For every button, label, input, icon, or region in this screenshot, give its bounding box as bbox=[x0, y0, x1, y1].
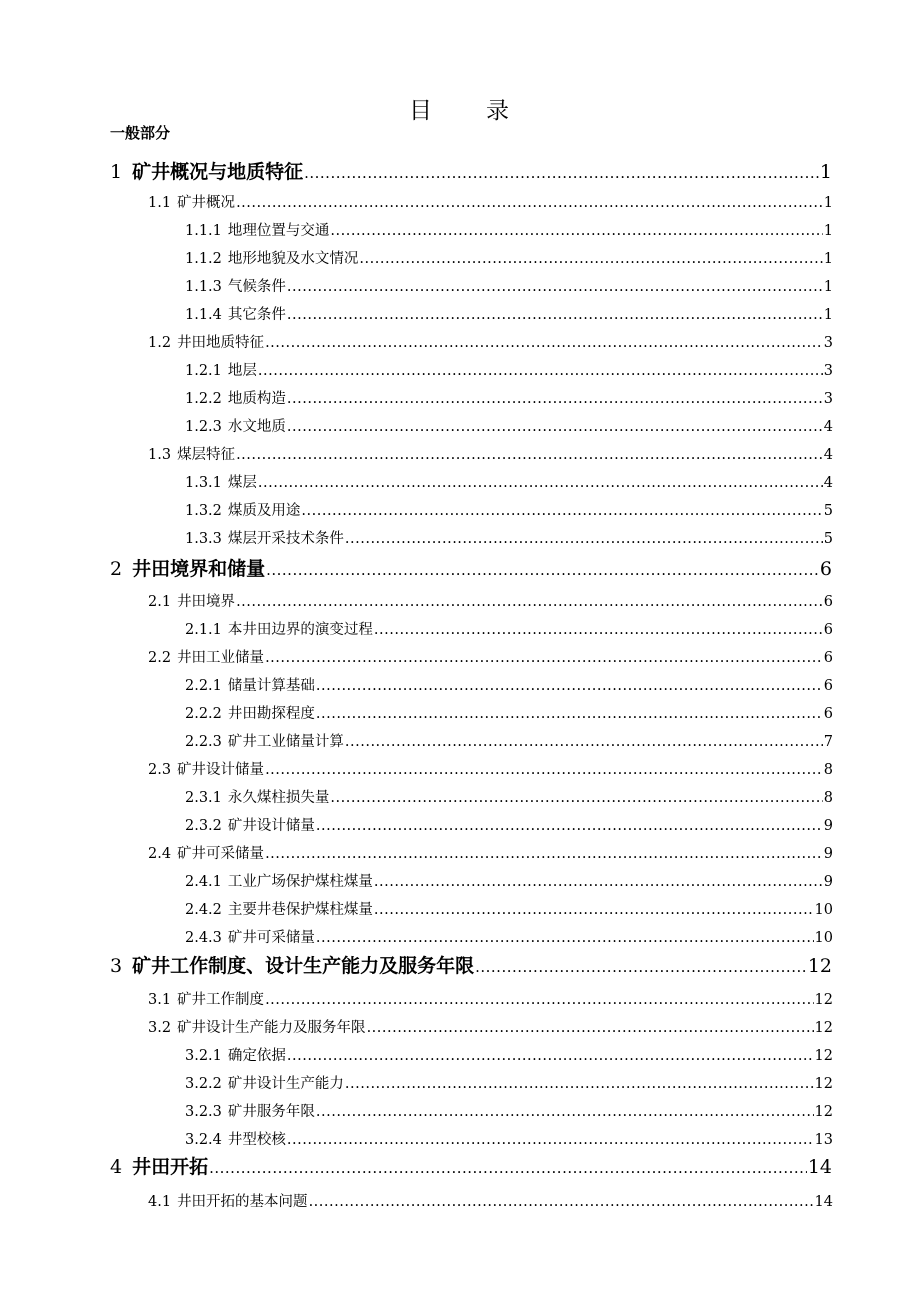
toc-entry-number: 2.4.3 bbox=[185, 930, 222, 946]
toc-entry-number: 2 bbox=[110, 558, 123, 580]
toc-entry-number: 2.1 bbox=[148, 594, 172, 610]
toc-entry-number: 2.3.1 bbox=[185, 790, 222, 806]
toc-entry[interactable] bbox=[185, 527, 833, 548]
toc-entry-number: 1.3.3 bbox=[185, 531, 222, 547]
toc-entry-number: 1.1.1 bbox=[185, 223, 222, 239]
toc-leader-dots bbox=[265, 650, 823, 666]
toc-entry-title: 矿井设计生产能力 bbox=[227, 1076, 344, 1092]
toc-entry[interactable] bbox=[185, 786, 833, 807]
toc-leader-dots bbox=[265, 335, 823, 351]
toc-entry-title: 矿井概况与地质特征 bbox=[132, 161, 304, 183]
toc-entry-page: 7 bbox=[823, 734, 833, 750]
toc-entry-page: 6 bbox=[823, 622, 833, 638]
toc-entry[interactable] bbox=[185, 814, 833, 835]
toc-entry-page: 6 bbox=[823, 594, 833, 610]
toc-leader-dots bbox=[304, 164, 819, 182]
toc-entry-number: 2.2.2 bbox=[185, 706, 222, 722]
toc-entry-number: 2.2.1 bbox=[185, 678, 222, 694]
toc-entry[interactable] bbox=[185, 415, 833, 436]
toc-entry-number: 3.2 bbox=[148, 1020, 172, 1036]
toc-entry-number: 3.2.3 bbox=[185, 1104, 222, 1120]
toc-entry-page: 8 bbox=[823, 790, 833, 806]
toc-entry[interactable] bbox=[110, 1152, 832, 1179]
toc-entry-title: 矿井设计储量 bbox=[177, 762, 265, 778]
toc-entry-title: 地形地貌及水文情况 bbox=[227, 251, 359, 267]
toc-entry[interactable] bbox=[185, 219, 833, 240]
toc-leader-dots bbox=[316, 930, 814, 946]
toc-entry-number: 3.2.1 bbox=[185, 1048, 222, 1064]
toc-entry-page: 6 bbox=[823, 678, 833, 694]
page-title bbox=[0, 92, 920, 125]
toc-leader-dots bbox=[265, 992, 813, 1008]
toc-entry-page: 10 bbox=[814, 930, 833, 946]
toc-leader-dots bbox=[265, 762, 823, 778]
toc-leader-dots bbox=[330, 790, 822, 806]
toc-leader-dots bbox=[258, 475, 823, 491]
toc-entry-page: 12 bbox=[814, 1076, 833, 1092]
toc-entry-number: 2.2.3 bbox=[185, 734, 222, 750]
title-char-left: 目 bbox=[409, 98, 434, 124]
toc-entry-page: 14 bbox=[814, 1194, 833, 1210]
toc-entry-number: 2.4.2 bbox=[185, 902, 222, 918]
toc-leader-dots bbox=[316, 818, 823, 834]
toc-entry-title: 井田地质特征 bbox=[177, 335, 265, 351]
toc-entry[interactable] bbox=[148, 1016, 833, 1037]
toc-entry-number: 3.2.2 bbox=[185, 1076, 222, 1092]
toc-entry-title: 储量计算基础 bbox=[227, 678, 315, 694]
toc-entry[interactable] bbox=[185, 1044, 833, 1065]
toc-entry-number: 4 bbox=[110, 1156, 123, 1178]
toc-entry-page: 14 bbox=[807, 1156, 832, 1178]
toc-entry-number: 1.2.2 bbox=[185, 391, 222, 407]
toc-entry-page: 4 bbox=[823, 419, 833, 435]
toc-entry-number: 2.4 bbox=[148, 846, 172, 862]
toc-leader-dots bbox=[209, 1159, 807, 1177]
toc-entry[interactable] bbox=[185, 702, 833, 723]
toc-entry-number: 1.1.4 bbox=[185, 307, 222, 323]
toc-entry-number: 1.2 bbox=[148, 335, 172, 351]
toc-leader-dots bbox=[345, 734, 823, 750]
toc-entry-number: 1.1 bbox=[148, 195, 172, 211]
toc-entry-page: 12 bbox=[814, 1048, 833, 1064]
toc-leader-dots bbox=[287, 391, 823, 407]
toc-entry-title: 矿井设计生产能力及服务年限 bbox=[177, 1020, 366, 1036]
toc-entry-title: 井田境界 bbox=[177, 594, 236, 610]
toc-leader-dots bbox=[374, 902, 814, 918]
toc-entry-page: 4 bbox=[823, 447, 833, 463]
toc-entry[interactable] bbox=[185, 870, 833, 891]
toc-entry-page: 13 bbox=[814, 1132, 833, 1148]
toc-leader-dots bbox=[367, 1020, 814, 1036]
toc-entry-number: 4.1 bbox=[148, 1194, 172, 1210]
toc-entry-page: 9 bbox=[823, 818, 833, 834]
toc-leader-dots bbox=[301, 503, 822, 519]
toc-entry-page: 6 bbox=[823, 650, 833, 666]
toc-entry-page: 1 bbox=[819, 161, 832, 183]
toc-entry-number: 1.3.1 bbox=[185, 475, 222, 491]
toc-entry-page: 1 bbox=[823, 223, 833, 239]
toc-entry-page: 6 bbox=[823, 706, 833, 722]
toc-entry-number: 3 bbox=[110, 955, 123, 977]
toc-entry[interactable] bbox=[110, 554, 832, 581]
toc-leader-dots bbox=[345, 1076, 814, 1092]
toc-entry-number: 1.2.3 bbox=[185, 419, 222, 435]
toc-entry-title: 井田境界和储量 bbox=[132, 558, 266, 580]
toc-entry-title: 地质构造 bbox=[227, 391, 286, 407]
toc-entry-number: 2.4.1 bbox=[185, 874, 222, 890]
toc-entry-title: 矿井概况 bbox=[177, 195, 236, 211]
toc-entry-title: 气候条件 bbox=[227, 279, 286, 295]
toc-entry-page: 8 bbox=[823, 762, 833, 778]
toc-entry-number: 1.1.3 bbox=[185, 279, 222, 295]
toc-entry-number: 1.3 bbox=[148, 447, 172, 463]
toc-entry-page: 1 bbox=[823, 307, 833, 323]
toc-entry-number: 3.1 bbox=[148, 992, 172, 1008]
toc-leader-dots bbox=[287, 419, 823, 435]
toc-entry-page: 1 bbox=[823, 251, 833, 267]
toc-entry[interactable] bbox=[148, 443, 833, 464]
toc-entry-title: 井田勘探程度 bbox=[227, 706, 315, 722]
toc-entry-number: 2.2 bbox=[148, 650, 172, 666]
toc-leader-dots bbox=[374, 622, 823, 638]
toc-entry[interactable] bbox=[148, 758, 833, 779]
toc-leader-dots bbox=[265, 846, 823, 862]
toc-entry-number: 1.3.2 bbox=[185, 503, 222, 519]
toc-entry[interactable] bbox=[148, 590, 833, 611]
toc-entry-page: 1 bbox=[823, 279, 833, 295]
toc-entry-number: 1 bbox=[110, 161, 123, 183]
toc-entry-title: 煤层开采技术条件 bbox=[227, 531, 344, 547]
toc-entry-number: 2.3 bbox=[148, 762, 172, 778]
toc-entry-page: 10 bbox=[814, 902, 833, 918]
toc-entry[interactable] bbox=[110, 951, 832, 978]
toc-entry-title: 矿井工作制度 bbox=[177, 992, 265, 1008]
toc-entry-title: 矿井可采储量 bbox=[177, 846, 265, 862]
toc-entry[interactable] bbox=[185, 730, 833, 751]
toc-entry-title: 工业广场保护煤柱煤量 bbox=[227, 874, 373, 890]
toc-entry[interactable] bbox=[148, 646, 833, 667]
toc-entry[interactable] bbox=[185, 674, 833, 695]
toc-entry-number: 3.2.4 bbox=[185, 1132, 222, 1148]
toc-entry-title: 井田开拓 bbox=[132, 1156, 209, 1178]
toc-entry-title: 地层 bbox=[227, 363, 257, 379]
toc-leader-dots bbox=[359, 251, 822, 267]
toc-entry-title: 本井田边界的演变过程 bbox=[227, 622, 373, 638]
toc-entry-number: 2.1.1 bbox=[185, 622, 222, 638]
toc-entry-number: 2.3.2 bbox=[185, 818, 222, 834]
toc-entry-page: 3 bbox=[823, 335, 833, 351]
toc-entry-title: 井型校核 bbox=[227, 1132, 286, 1148]
toc-entry-page: 3 bbox=[823, 391, 833, 407]
section-label: 一般部分 bbox=[110, 124, 171, 142]
toc-leader-dots bbox=[258, 363, 823, 379]
toc-entry[interactable] bbox=[185, 1128, 833, 1149]
toc-entry-page: 5 bbox=[823, 531, 833, 547]
toc-entry-page: 9 bbox=[823, 874, 833, 890]
toc-entry-number: 1.1.2 bbox=[185, 251, 222, 267]
toc-leader-dots bbox=[266, 561, 819, 579]
toc-entry-title: 地理位置与交通 bbox=[227, 223, 330, 239]
toc-entry[interactable] bbox=[110, 157, 832, 184]
toc-entry[interactable] bbox=[185, 387, 833, 408]
toc-entry-title: 井田开拓的基本问题 bbox=[177, 1194, 308, 1210]
toc-leader-dots bbox=[287, 307, 823, 323]
toc-entry[interactable] bbox=[185, 898, 833, 919]
toc-entry-page: 4 bbox=[823, 475, 833, 491]
toc-leader-dots bbox=[309, 1194, 814, 1210]
toc-leader-dots bbox=[287, 1132, 814, 1148]
toc-entry[interactable] bbox=[185, 303, 833, 324]
toc-leader-dots bbox=[330, 223, 822, 239]
toc-leader-dots bbox=[374, 874, 823, 890]
toc-entry-title: 永久煤柱损失量 bbox=[227, 790, 330, 806]
toc-entry-title: 矿井设计储量 bbox=[227, 818, 315, 834]
toc-entry-title: 确定依据 bbox=[227, 1048, 286, 1064]
toc-entry-title: 煤层特征 bbox=[177, 447, 236, 463]
toc-entry-page: 3 bbox=[823, 363, 833, 379]
toc-entry[interactable] bbox=[185, 247, 833, 268]
toc-leader-dots bbox=[287, 1048, 814, 1064]
toc-leader-dots bbox=[475, 958, 807, 976]
toc-entry[interactable] bbox=[148, 331, 833, 352]
toc-leader-dots bbox=[236, 195, 823, 211]
toc-leader-dots bbox=[236, 447, 823, 463]
toc-entry[interactable] bbox=[185, 275, 833, 296]
toc-entry-title: 矿井服务年限 bbox=[227, 1104, 315, 1120]
toc-entry[interactable] bbox=[148, 842, 833, 863]
toc-leader-dots bbox=[316, 1104, 814, 1120]
toc-leader-dots bbox=[287, 279, 823, 295]
toc-leader-dots bbox=[236, 594, 823, 610]
toc-leader-dots bbox=[316, 706, 823, 722]
toc-entry-number: 1.2.1 bbox=[185, 363, 222, 379]
toc-entry[interactable] bbox=[185, 471, 833, 492]
toc-entry-page: 1 bbox=[823, 195, 833, 211]
toc-entry[interactable] bbox=[185, 618, 833, 639]
toc-entry-title: 其它条件 bbox=[227, 307, 286, 323]
toc-entry-page: 12 bbox=[807, 955, 832, 977]
toc-entry-page: 12 bbox=[814, 992, 833, 1008]
toc-entry-title: 煤层 bbox=[227, 475, 257, 491]
toc-entry[interactable] bbox=[185, 1100, 833, 1121]
toc-leader-dots bbox=[345, 531, 823, 547]
toc-entry-page: 12 bbox=[814, 1020, 833, 1036]
toc-entry-page: 5 bbox=[823, 503, 833, 519]
toc-entry[interactable] bbox=[185, 359, 833, 380]
toc-entry[interactable] bbox=[148, 191, 833, 212]
toc-entry-title: 矿井工作制度、设计生产能力及服务年限 bbox=[132, 955, 475, 977]
toc-entry-page: 12 bbox=[814, 1104, 833, 1120]
toc-entry[interactable] bbox=[185, 499, 833, 520]
toc-entry-title: 矿井可采储量 bbox=[227, 930, 315, 946]
toc-leader-dots bbox=[316, 678, 823, 694]
toc-entry-title: 煤质及用途 bbox=[227, 503, 301, 519]
toc-entry-page: 6 bbox=[819, 558, 832, 580]
title-char-right: 录 bbox=[486, 98, 511, 124]
toc-entry-title: 井田工业储量 bbox=[177, 650, 265, 666]
toc-entry-title: 水文地质 bbox=[227, 419, 286, 435]
toc-entry-title: 主要井巷保护煤柱煤量 bbox=[227, 902, 373, 918]
toc-entry[interactable] bbox=[148, 988, 833, 1009]
toc-entry[interactable] bbox=[148, 1190, 833, 1211]
toc-entry-page: 9 bbox=[823, 846, 833, 862]
toc-entry[interactable] bbox=[185, 1072, 833, 1093]
toc-entry[interactable] bbox=[185, 926, 833, 947]
toc-entry-title: 矿井工业储量计算 bbox=[227, 734, 344, 750]
